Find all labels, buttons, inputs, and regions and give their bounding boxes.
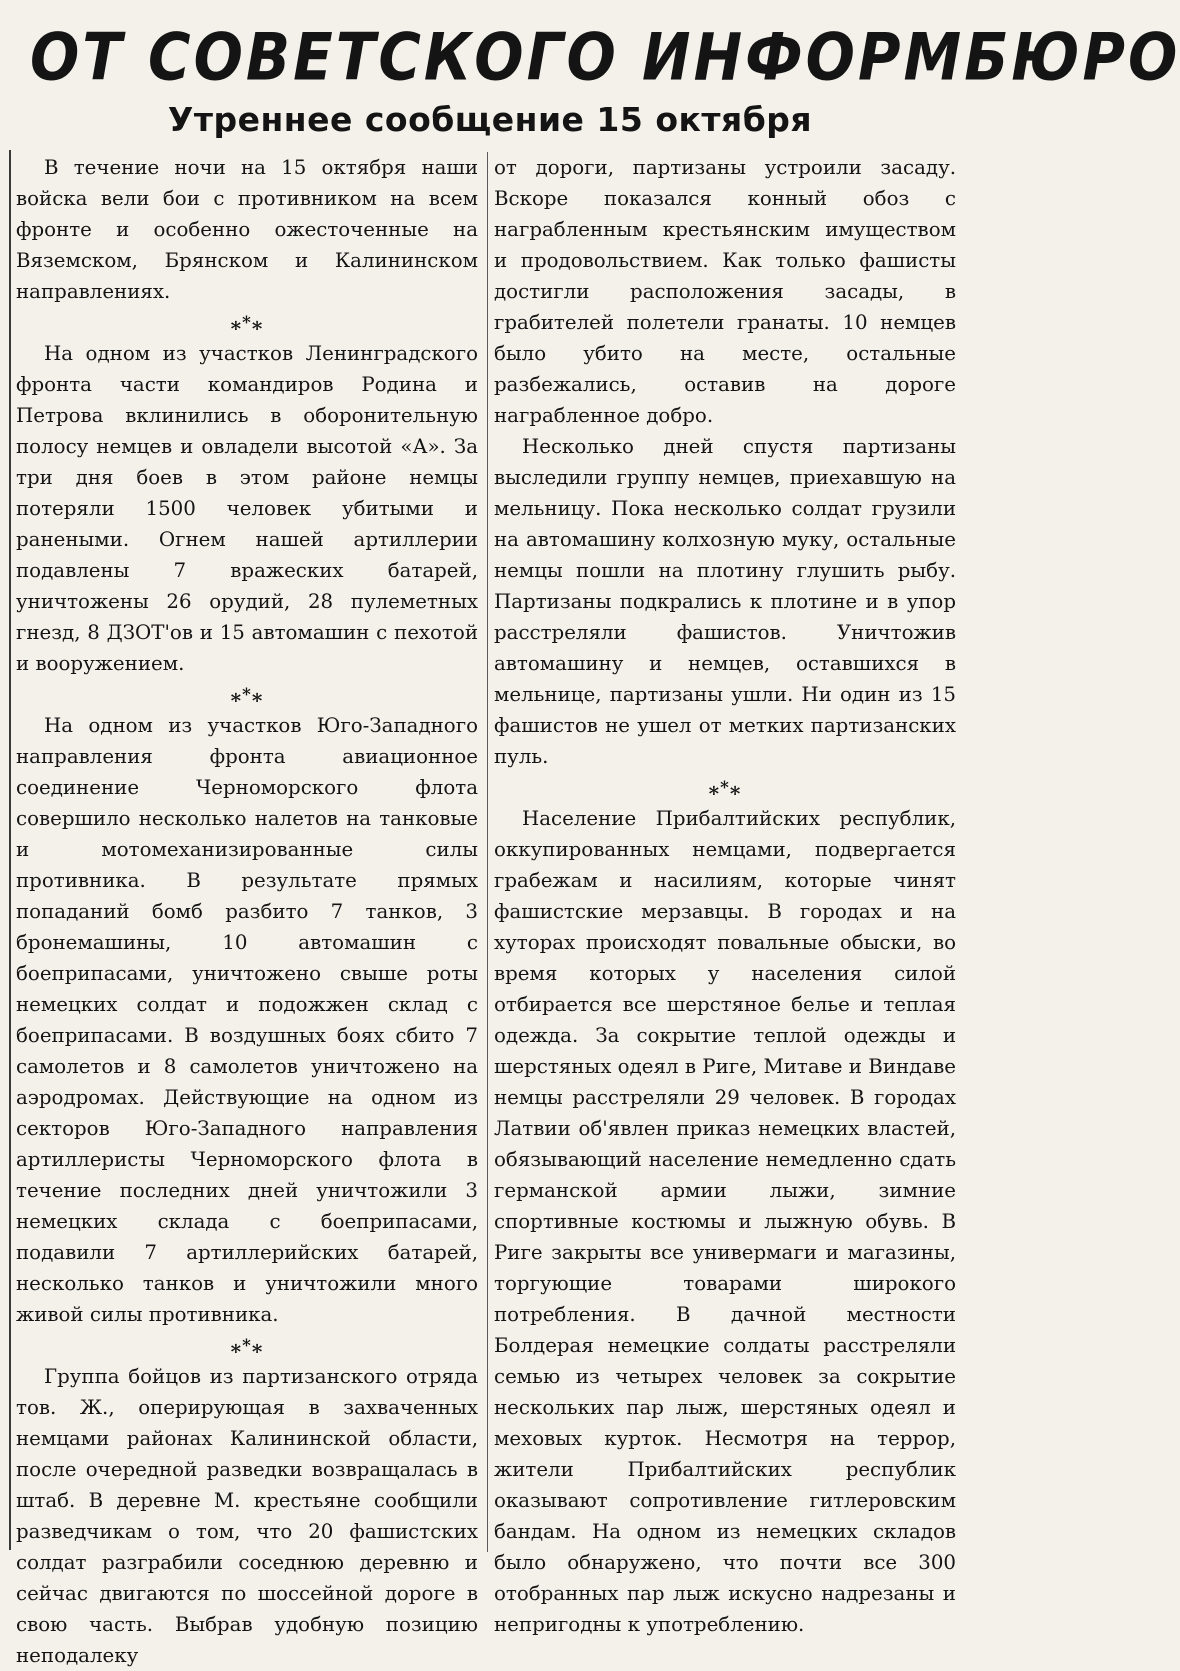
paragraph: На одном из участков Юго-Западного направления фронта авиационное соединение Черноморского флота совершило несколько налетов на танковые и мотомеханизированные силы противника. В результате прямых попаданий бомб разбито 7 танков, 3 бронемашины, 10 автомашин с боеприпасами, уничтожено свыше роты немецких солдат и подожжен склад с боеприпасами. В воздушных боях сбито 7 самолетов и 8 самолетов уничтожено на аэродромах. Действующие на одном из секторов Юго-Западного направления артиллеристы Черноморского флота в течение последних дней уничтожили 3 немецких склада с боеприпасами, подавили 7 артиллерийских батарей, несколько танков и уничтожили много живой силы противника.	[16, 714, 478, 1326]
paragraph: Население Прибалтийских республик, оккупированных немцами, подвергается грабежам и насилиям, которые чинят фашистские мерзавцы. В городах и на хуторах происходят повальные обыски, во время которых у населения силой отбирается все шерстяное белье и теплая одежда. За сокрытие теплой одежды и шерстяных одеял в Риге, Митаве и Виндаве немцы расстреляли 29 человек. В городах Латвии об'явлен приказ немецких властей, обязывающий население немедленно сдать германской армии лыжи, зимние спортивные костюмы и лыжную обувь. В Риге закрыты все универмаги и магазины, торгующие товарами широкого потребления. В дачной местности Болдерая немецкие солдаты расстреляли семью из четырех человек за сокрытие нескольких пар лыж, шерстяных одеял и меховых курток. Несмотря на террор, жители Прибалтийских республик оказывают сопротивление гитлеровским бандам. На одном из немецких складов было обнаружено, что почти все 300 отобранных пар лыж искусно надрезаны и непригодны к употреблению.	[494, 807, 956, 1636]
section-separator: ***	[230, 684, 264, 713]
page-subtitle: Утреннее сообщение 15 октября	[167, 100, 813, 139]
column-divider	[487, 152, 488, 1552]
paragraph: Несколько дней спустя партизаны выследили группу немцев, приехавшую на мельницу. Пока несколько солдат грузили на автомашину колхозную муку, остальные немцы пошли на плотину глушить рыбу. Партизаны подкрались к плотине и в упор расстреляли фашистов. Уничтожив автомашину и немцев, оставшихся в мельнице, партизаны ушли. Ни один из 15 фашистов не ушел от метких партизанских пуль.	[494, 435, 956, 768]
left-margin-rule	[9, 150, 11, 1550]
paragraph: Группа бойцов из партизанского отряда тов. Ж., оперирующая в захваченных немцами районах Калининской области, после очередной разведки возвращалась в штаб. В деревне М. крестьяне сообщили разведчикам о том, что 20 фашистских солдат разграбили соседнюю деревню и сейчас двигаются по шоссейной дороге в свою часть. Выбрав удобную позицию неподалеку	[16, 1365, 478, 1667]
paragraph: На одном из участков Ленинградского фронта части командиров Родина и Петрова вклинились в оборонительную полосу немцев и овладели высотой «А». За три дня боев в этом районе немцы потеряли 1500 человек убитыми и ранеными. Огнем нашей артиллерии подавлены 7 вражеских батарей, уничтожены 26 орудий, 28 пулеметных гнезд, 8 ДЗОТ'ов и 15 автомашин с пехотой и вооружением.	[16, 342, 478, 675]
section-separator: ***	[708, 777, 742, 806]
right-column	[494, 152, 956, 1636]
paragraph-continued: от дороги, партизаны устроили засаду. Вскоре показался конный обоз с награбленным крестьянским имуществом и продовольствием. Как только фашисты достигли расположения засады, в грабителей полетели гранаты. 10 немцев было убито на месте, остальные разбежались, оставив на дороге награбленное добро.	[494, 156, 956, 427]
section-separator: ***	[230, 1335, 264, 1364]
section-separator: ***	[230, 312, 264, 341]
paragraph: В течение ночи на 15 октября наши войска вели бои с противником на всем фронте и особенно ожесточенные на Вяземском, Брянском и Калининском направлениях.	[16, 156, 478, 303]
page-title: ОТ СОВЕТСКОГО ИНФОРМБЮРО	[30, 18, 1180, 96]
left-column	[16, 152, 478, 1667]
